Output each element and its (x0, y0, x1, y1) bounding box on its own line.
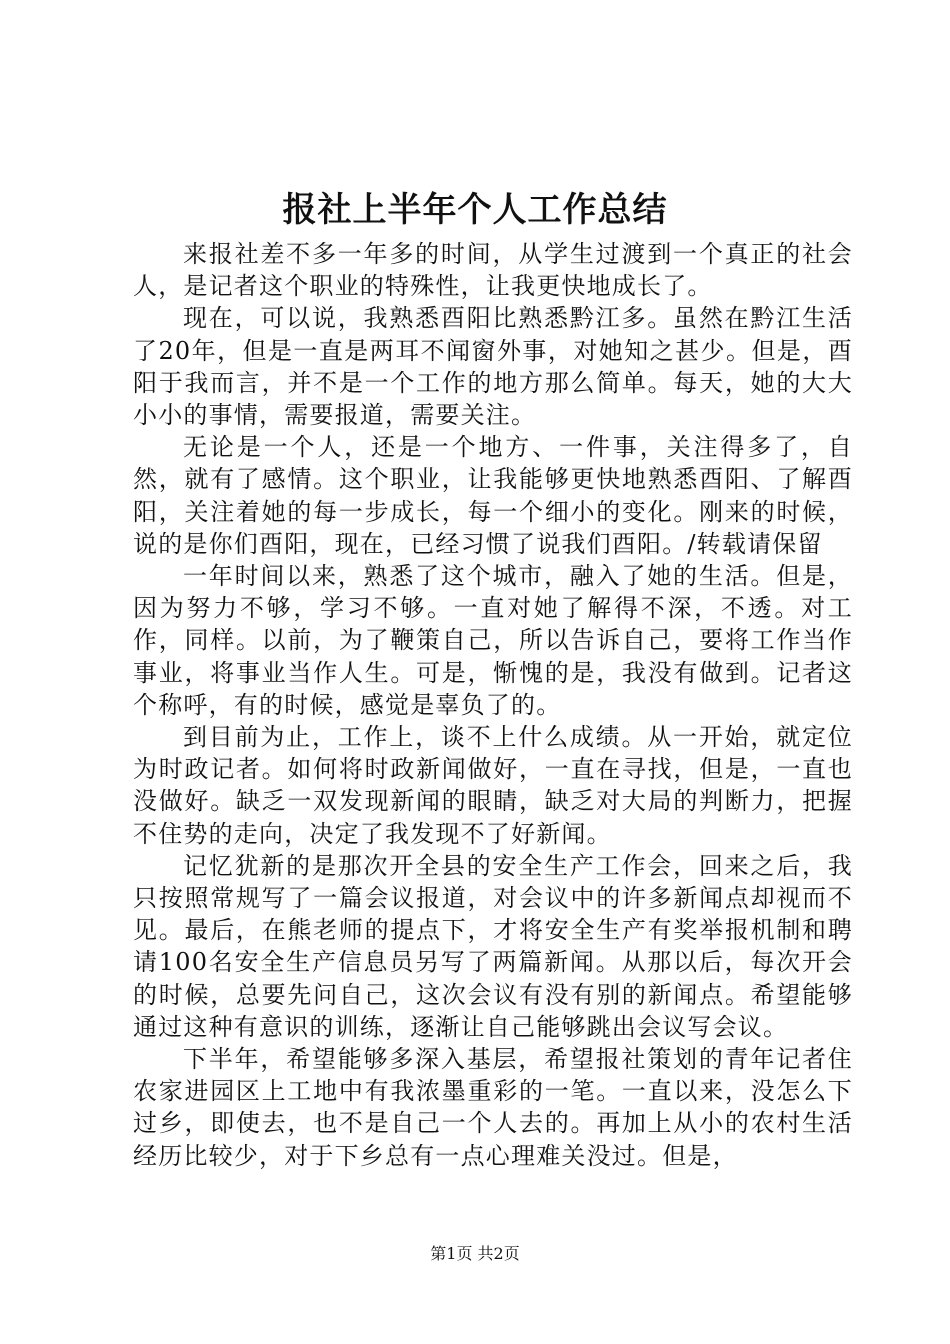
paragraph: 一年时间以来，熟悉了这个城市，融入了她的生活。但是，因为努力不够，学习不够。一直对她了解得不深，不透。对工作，同样。以前，为了鞭策自己，所以告诉自己，要将工作当作事业，将事业当作人生。可是，惭愧的是，我没有做到。记者这个称呼，有的时候，感觉是辜负了的。 (133, 562, 853, 719)
paragraph: 无论是一个人，还是一个地方、一件事，关注得多了，自然，就有了感情。这个职业，让我能够更快地熟悉酉阳、了解酉阳，关注着她的每一步成长，每一个细小的变化。刚来的时候，说的是你们酉阳，现在，已经习惯了说我们酉阳。/转载请保留 (133, 433, 853, 558)
paragraph: 现在，可以说，我熟悉酉阳比熟悉黔江多。虽然在黔江生活了20年，但是一直是两耳不闻窗外事，对她知之甚少。但是，酉阳于我而言，并不是一个工作的地方那么简单。每天，她的大大小小的事情，需要报道，需要关注。 (133, 304, 853, 430)
paragraph: 到目前为止，工作上，谈不上什么成绩。从一开始，就定位为时政记者。如何将时政新闻做好，一直在寻找，但是，一直也没做好。缺乏一双发现新闻的眼睛，缺乏对大局的判断力，把握不住势的走向，决定了我发现不了好新闻。 (133, 723, 853, 848)
page-number-footer: 第1页 共2页 (430, 1244, 520, 1263)
paragraph: 来报社差不多一年多的时间，从学生过渡到一个真正的社会人，是记者这个职业的特殊性，让我更快地成长了。 (133, 240, 853, 301)
paragraph: 下半年，希望能够多深入基层，希望报社策划的青年记者住农家进园区上工地中有我浓墨重彩的一笔。一直以来，没怎么下过乡，即使去，也不是自己一个人去的。再加上从小的农村生活经历比较少，对于下乡总有一点心理难关没过。但是， (133, 1045, 853, 1170)
document-title: 报社上半年个人工作总结 (282, 190, 668, 230)
document-body (133, 238, 853, 1172)
paragraph: 记忆犹新的是那次开全县的安全生产工作会，回来之后，我只按照常规写了一篇会议报道，对会议中的许多新闻点却视而不见。最后，在熊老师的提点下，才将安全生产有奖举报机制和聘请100名安全生产信息员另写了两篇新闻。从那以后，每次开会的时候，总要先问自己，这次会议有没有别的新闻点。希望能够通过这种有意识的训练，逐渐让自己能够跳出会议写会议。 (133, 851, 853, 1041)
